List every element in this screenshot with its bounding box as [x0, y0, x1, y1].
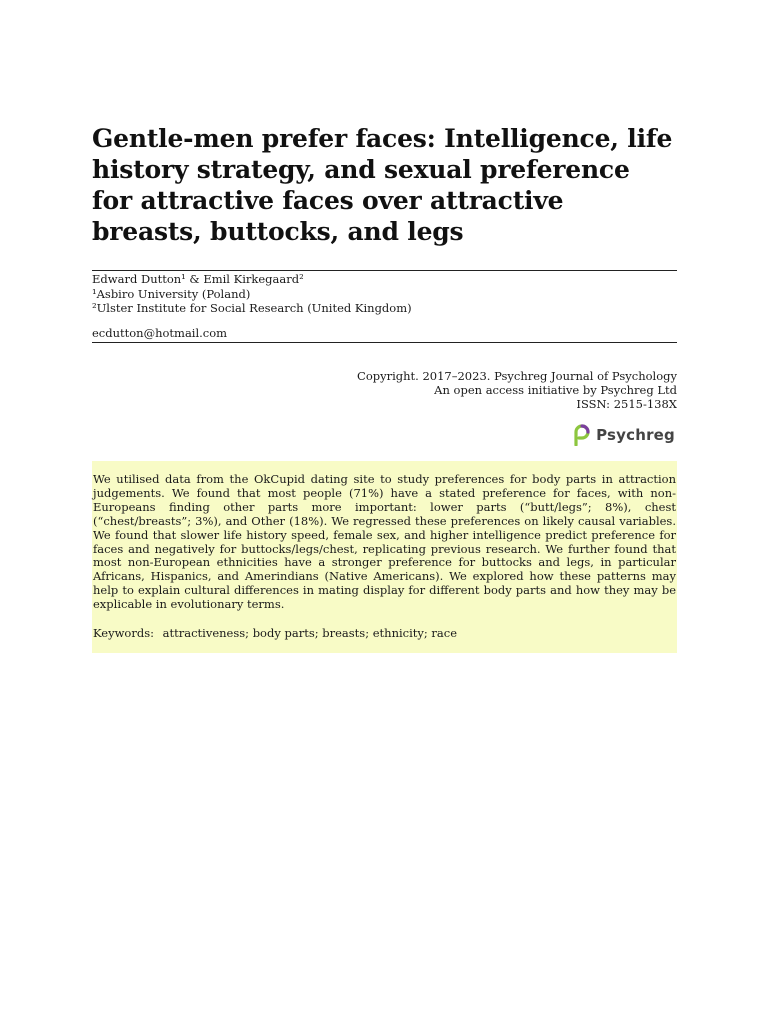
header-divider-top — [92, 270, 677, 271]
affiliation-2: ²Ulster Institute for Social Research (United Kingdom) — [92, 301, 412, 315]
author-email[interactable]: ecdutton@hotmail.com — [92, 326, 228, 340]
paper-title: Gentle-men prefer faces: Intelligence, life history strategy, and sexual preference for attractive faces over attractive breasts, buttocks, and legs — [92, 124, 673, 246]
abstract-box — [92, 461, 677, 653]
keywords-list: attractiveness; body parts; breasts; ethnicity; race — [162, 626, 458, 641]
logo-wordmark: Psychreg — [596, 426, 675, 444]
issn-line: ISSN: 2515-138X — [576, 397, 677, 411]
copyright-line: Copyright. 2017–2023. Psychreg Journal of Psychology — [357, 369, 677, 383]
keywords-line — [93, 626, 676, 640]
header-divider-bottom — [92, 342, 677, 343]
affiliation-1: ¹Asbiro University (Poland) — [92, 286, 251, 301]
psychreg-logo-icon — [572, 424, 592, 446]
keywords-label: Keywords: — [93, 626, 154, 641]
copyright-block — [357, 369, 677, 411]
publisher-line: An open access initiative by Psychreg Ltd — [434, 383, 677, 397]
author-names: Edward Dutton¹ & Emil Kirkegaard² — [92, 272, 304, 286]
author-block — [92, 272, 412, 316]
abstract-text: We utilised data from the OkCupid dating site to study preferences for body parts in attraction judgements. We found that most people (71%) have a stated preference for faces, with non-Europeans finding other parts more important: lower parts (“butt/legs”; 8%), chest (“chest/breasts”; 3%), and Other (18%). We regressed these preferences on likely causal variables. We found that slower life history speed, female sex, and higher intelligence predict preference for faces and negatively for buttocks/legs/chest, replicating previous research. We further found that most non-European ethnicities have a stronger preference for buttocks and legs, in particular Africans, Hispanics, and Amerindians (Native Americans). We explored how these patterns may help to explain cultural differences in mating display for different body parts and how they may be explicable in evolutionary terms. — [93, 472, 676, 612]
psychreg-logo — [572, 424, 675, 446]
